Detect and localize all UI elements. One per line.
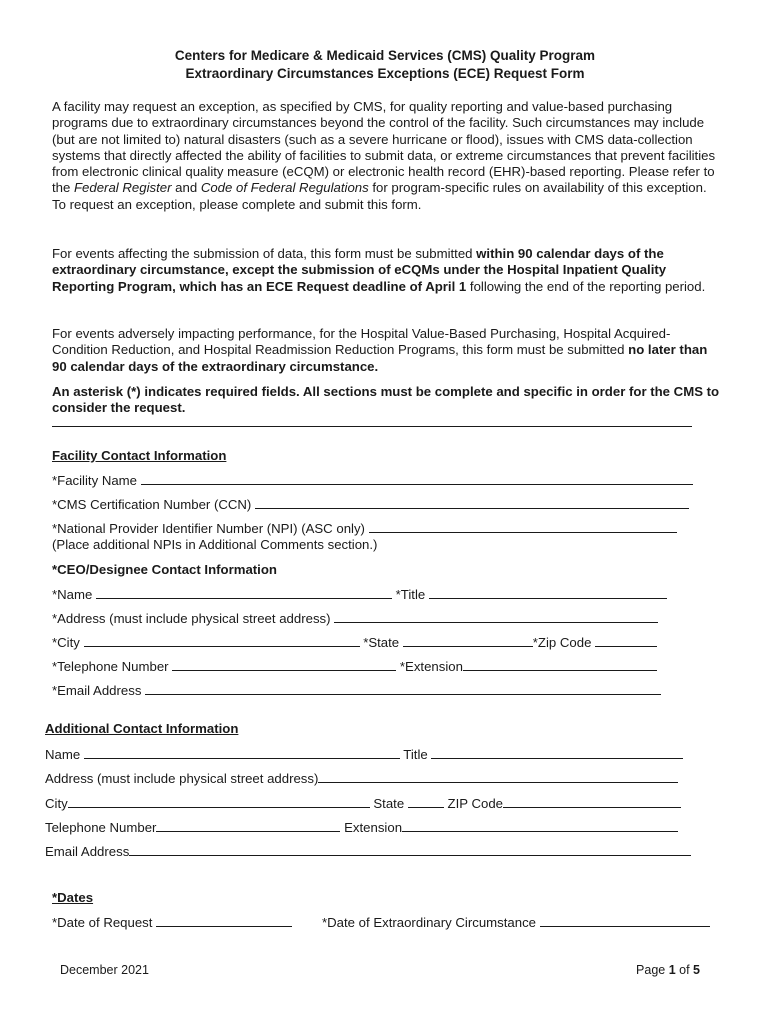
ceo-address-label: *Address (must include physical street address) (52, 611, 331, 626)
additional-state-label: State (373, 796, 405, 811)
additional-city-row (45, 795, 681, 811)
additional-city-label: City (45, 796, 68, 811)
date-of-request-field[interactable] (156, 914, 292, 927)
date-of-circumstance-field[interactable] (540, 914, 710, 927)
ceo-email-row (52, 682, 661, 698)
ceo-address-field[interactable] (334, 610, 658, 623)
additional-zip-label: ZIP Code (447, 796, 503, 811)
date-of-request-label: *Date of Request (52, 915, 153, 930)
form-title-line1: Centers for Medicare & Medicaid Services (CMS) Quality Program (174, 48, 596, 63)
ccn-label: *CMS Certification Number (CCN) (52, 497, 252, 512)
npi-row (52, 520, 677, 536)
ceo-phone-label: *Telephone Number (52, 659, 169, 674)
ceo-section-heading: *CEO/Designee Contact Information (52, 562, 277, 577)
npi-note: (Place additional NPIs in Additional Comments section.) (52, 537, 378, 552)
additional-phone-field[interactable] (156, 819, 340, 832)
additional-email-row (45, 843, 691, 859)
ccn-row (52, 496, 689, 512)
additional-name-field[interactable] (84, 746, 400, 759)
dates-section-heading: *Dates (52, 890, 94, 905)
additional-email-field[interactable] (129, 843, 691, 856)
additional-name-label: Name (45, 747, 81, 762)
circumstance-date-row (322, 914, 710, 930)
ceo-phone-row (52, 658, 657, 674)
additional-title-label: Title (403, 747, 428, 762)
additional-zip-field[interactable] (503, 795, 681, 808)
ceo-address-row (52, 610, 658, 626)
additional-title-field[interactable] (431, 746, 683, 759)
footer-date: December 2021 (60, 963, 149, 977)
required-fields-note: An asterisk (*) indicates required fields. All sections must be complete and specific in order for the CMS to consider the request. (52, 384, 720, 416)
npi-label: *National Provider Identifier Number (NPI) (ASC only) (52, 521, 365, 536)
additional-phone-label: Telephone Number (45, 820, 157, 835)
ceo-phone-field[interactable] (172, 658, 396, 671)
form-title-line2: Extraordinary Circumstances Exceptions (ECE) Request Form (185, 66, 585, 81)
ceo-name-row (52, 586, 667, 602)
deadline-paragraph: For events affecting the submission of data, this form must be submitted within 90 calendar days of the extraordinary circumstance, except the submission of eCQMs under the Hospital Inpatient Quality Reporting Program, which has an ECE Request deadline of April 1 following the end of the reporting period. (52, 246, 706, 294)
additional-section-heading: Additional Contact Information (45, 721, 239, 736)
facility-name-row (52, 472, 693, 488)
additional-ext-field[interactable] (402, 819, 678, 832)
facility-section-heading: Facility Contact Information (52, 448, 227, 463)
ceo-title-field[interactable] (429, 586, 667, 599)
ceo-zip-field[interactable] (595, 634, 657, 647)
performance-paragraph: For events adversely impacting performance, for the Hospital Value-Based Purchasing, Hospital Acquired-Condition Reduction, and Hospital Readmission Reduction Programs, this form must be submitted no later than 90 calendar days of the extraordinary circumstance. (52, 326, 708, 374)
date-of-circumstance-label: *Date of Extraordinary Circumstance (322, 915, 537, 930)
additional-email-label: Email Address (45, 844, 130, 859)
ceo-name-field[interactable] (96, 586, 392, 599)
page-number: Page 1 of 5 (636, 963, 700, 977)
ceo-title-label: *Title (395, 587, 426, 602)
ceo-ext-field[interactable] (463, 658, 657, 671)
ceo-zip-label: *Zip Code (532, 635, 592, 650)
intro-paragraph: A facility may request an exception, as specified by CMS, for quality reporting and value-based purchasing programs due to extraordinary circumstances beyond the control of the facility. Such circumstances may include (but are not limited to) natural disasters (such as a severe hurricane or flood), issues with CMS data-collection systems that directly affected the ability of facilities to submit data, or extreme circumstances that prevent facilities from electronic clinical quality measure (eCQM) or electronic health record (EHR)-based reporting. Please refer to the Federal Register and Code of Federal Regulations for program-specific rules on availability of this exception. To request an exception, please complete and submit this form. (52, 99, 716, 212)
npi-field[interactable] (369, 520, 677, 533)
facility-name-field[interactable] (141, 472, 693, 485)
additional-address-label: Address (must include physical street address) (45, 771, 319, 786)
additional-state-field[interactable] (408, 795, 444, 808)
additional-address-field[interactable] (318, 770, 678, 783)
ceo-city-label: *City (52, 635, 80, 650)
ceo-email-field[interactable] (145, 682, 661, 695)
additional-address-row (45, 770, 678, 786)
additional-name-row (45, 746, 683, 762)
facility-name-label: *Facility Name (52, 473, 138, 488)
ceo-email-label: *Email Address (52, 683, 142, 698)
ccn-field[interactable] (255, 496, 689, 509)
additional-ext-label: Extension (344, 820, 403, 835)
ceo-state-field[interactable] (403, 634, 533, 647)
section-divider (52, 426, 692, 427)
ceo-ext-label: *Extension (399, 659, 463, 674)
ceo-city-row (52, 634, 657, 650)
ceo-state-label: *State (363, 635, 400, 650)
dates-row (52, 914, 292, 930)
ceo-name-label: *Name (52, 587, 93, 602)
additional-city-field[interactable] (68, 795, 370, 808)
additional-phone-row (45, 819, 678, 835)
ceo-city-field[interactable] (84, 634, 360, 647)
